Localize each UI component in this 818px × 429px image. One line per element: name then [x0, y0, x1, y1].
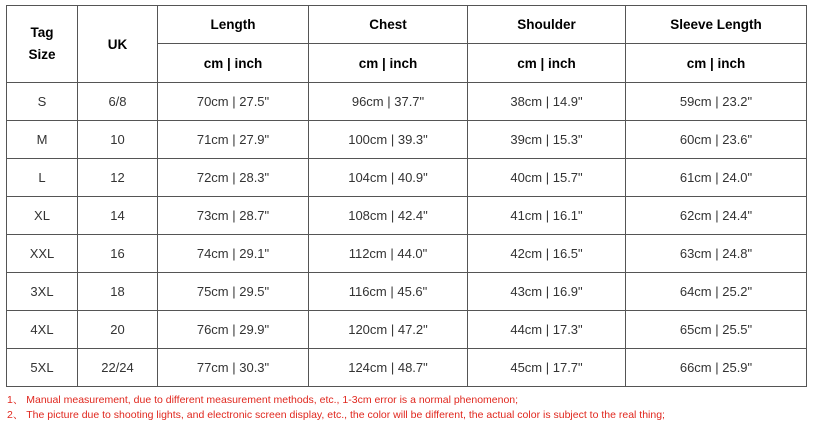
length-cell: 76cm | 29.9": [158, 311, 309, 349]
sleeve-cell: 64cm | 25.2": [626, 273, 807, 311]
table-row: [7, 311, 807, 349]
shoulder-cell: 45cm | 17.7": [468, 349, 626, 387]
shoulder-cell: 41cm | 16.1": [468, 197, 626, 235]
uk-cell: 14: [78, 197, 158, 235]
shoulder-header: Shoulder: [468, 6, 626, 44]
length-cell: 70cm | 27.5": [158, 83, 309, 121]
shoulder-cell: 43cm | 16.9": [468, 273, 626, 311]
uk-header: UK: [78, 6, 158, 83]
uk-cell: 20: [78, 311, 158, 349]
uk-cell: 12: [78, 159, 158, 197]
sleeve-unit-header: cm | inch: [626, 44, 807, 83]
sleeve-cell: 66cm | 25.9": [626, 349, 807, 387]
length-cell: 73cm | 28.7": [158, 197, 309, 235]
table-row: [7, 273, 807, 311]
length-header: Length: [158, 6, 309, 44]
tag-size-cell: 4XL: [7, 311, 78, 349]
tag-size-cell: L: [7, 159, 78, 197]
length-cell: 74cm | 29.1": [158, 235, 309, 273]
tag-size-cell: 3XL: [7, 273, 78, 311]
uk-cell: 22/24: [78, 349, 158, 387]
length-cell: 71cm | 27.9": [158, 121, 309, 159]
chest-cell: 104cm | 40.9": [309, 159, 468, 197]
shoulder-unit-header: cm | inch: [468, 44, 626, 83]
uk-cell: 6/8: [78, 83, 158, 121]
chest-cell: 120cm | 47.2": [309, 311, 468, 349]
sleeve-length-header: Sleeve Length: [626, 6, 807, 44]
length-cell: 75cm | 29.5": [158, 273, 309, 311]
tag-size-cell: 5XL: [7, 349, 78, 387]
sleeve-cell: 63cm | 24.8": [626, 235, 807, 273]
tag-size-cell: M: [7, 121, 78, 159]
chest-header: Chest: [309, 6, 468, 44]
note-color: 2、 The picture due to shooting lights, and electronic screen display, etc., the color will be different, the actual color is subject to the real thing;: [7, 409, 665, 421]
note-measurement: 1、 Manual measurement, due to different measurement methods, etc., 1-3cm error is a normal phenomenon;: [7, 394, 519, 406]
shoulder-cell: 42cm | 16.5": [468, 235, 626, 273]
shoulder-cell: 44cm | 17.3": [468, 311, 626, 349]
tag-size-header: Tag Size: [7, 6, 78, 83]
size-chart-table: [6, 5, 807, 387]
uk-cell: 18: [78, 273, 158, 311]
sleeve-cell: 62cm | 24.4": [626, 197, 807, 235]
chest-unit-header: cm | inch: [309, 44, 468, 83]
chest-cell: 100cm | 39.3": [309, 121, 468, 159]
table-row: [7, 235, 807, 273]
tag-size-cell: XL: [7, 197, 78, 235]
sleeve-cell: 61cm | 24.0": [626, 159, 807, 197]
shoulder-cell: 40cm | 15.7": [468, 159, 626, 197]
chest-cell: 108cm | 42.4": [309, 197, 468, 235]
table-row: [7, 159, 807, 197]
chest-cell: 124cm | 48.7": [309, 349, 468, 387]
tag-size-cell: XXL: [7, 235, 78, 273]
notes-section: [7, 393, 813, 423]
length-cell: 77cm | 30.3": [158, 349, 309, 387]
length-cell: 72cm | 28.3": [158, 159, 309, 197]
chest-cell: 112cm | 44.0": [309, 235, 468, 273]
table-row: [7, 121, 807, 159]
table-row: [7, 349, 807, 387]
sleeve-cell: 60cm | 23.6": [626, 121, 807, 159]
shoulder-cell: 39cm | 15.3": [468, 121, 626, 159]
uk-cell: 16: [78, 235, 158, 273]
table-row: [7, 197, 807, 235]
uk-cell: 10: [78, 121, 158, 159]
header-row: [7, 6, 807, 44]
chest-cell: 116cm | 45.6": [309, 273, 468, 311]
table-row: [7, 83, 807, 121]
length-unit-header: cm | inch: [158, 44, 309, 83]
sleeve-cell: 65cm | 25.5": [626, 311, 807, 349]
sleeve-cell: 59cm | 23.2": [626, 83, 807, 121]
tag-size-cell: S: [7, 83, 78, 121]
shoulder-cell: 38cm | 14.9": [468, 83, 626, 121]
chest-cell: 96cm | 37.7": [309, 83, 468, 121]
